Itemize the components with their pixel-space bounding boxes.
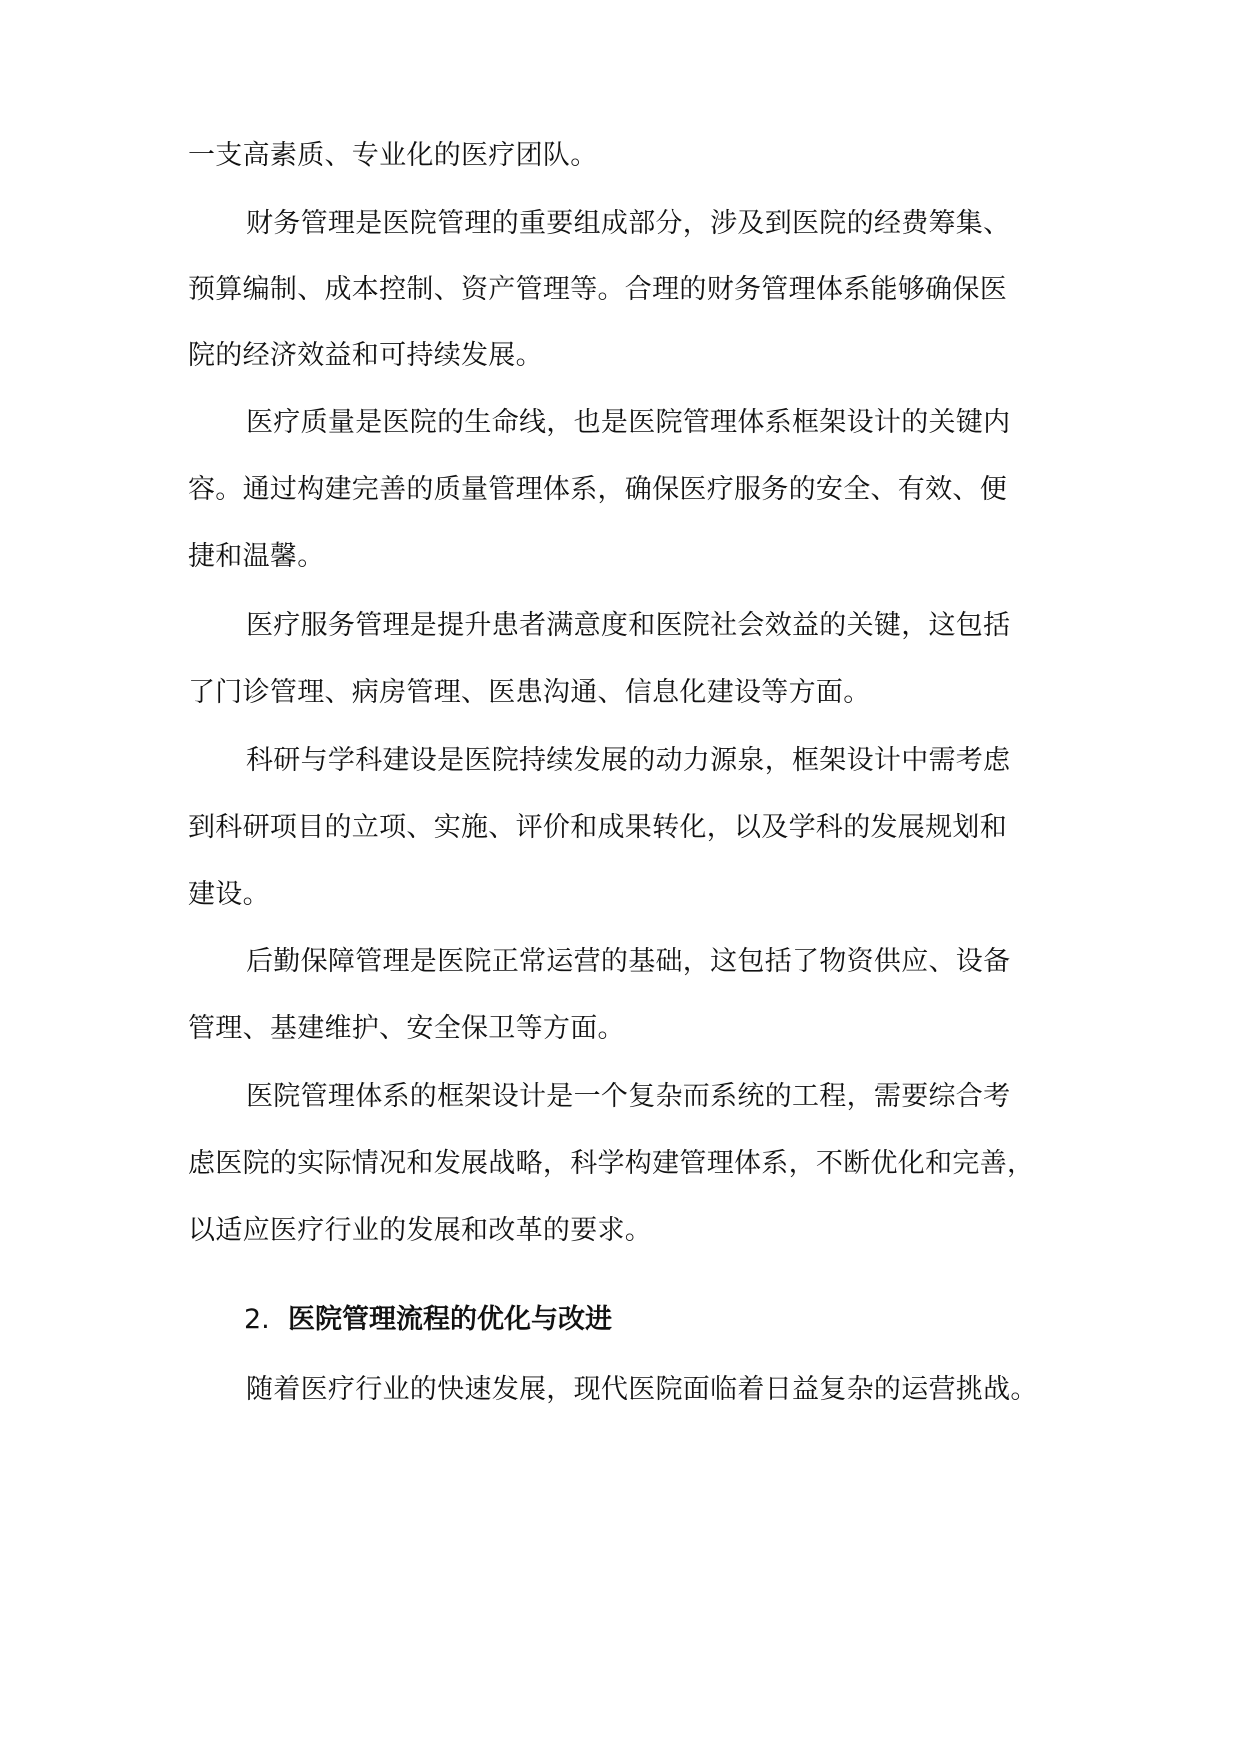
text-line: 了门诊管理、病房管理、医患沟通、信息化建设等方面。 <box>188 677 871 708</box>
paragraph-first-line: 后勤保障管理是医院正常运营的基础，这包括了物资供应、设备 <box>246 946 1011 977</box>
text-line: 管理、基建维护、安全保卫等方面。 <box>188 1013 625 1044</box>
text-line: 捷和温馨。 <box>188 541 325 572</box>
section-title: 医院管理流程的优化与改进 <box>288 1304 612 1335</box>
text-line: 容。通过构建完善的质量管理体系，确保医疗服务的安全、有效、便 <box>188 474 1007 505</box>
paragraph-first-line: 医疗质量是医院的生命线，也是医院管理体系框架设计的关键内 <box>246 407 1011 438</box>
paragraph-first-line: 科研与学科建设是医院持续发展的动力源泉，框架设计中需考虑 <box>246 745 1011 776</box>
paragraph-first-line: 医疗服务管理是提升患者满意度和医院社会效益的关键，这包括 <box>246 610 1011 641</box>
text-line: 院的经济效益和可持续发展。 <box>188 340 543 371</box>
text-line: 建设。 <box>188 879 270 910</box>
paragraph-first-line: 随着医疗行业的快速发展，现代医院面临着日益复杂的运营挑战。 <box>246 1374 1038 1405</box>
paragraph-first-line: 财务管理是医院管理的重要组成部分，涉及到医院的经费筹集、 <box>246 208 1011 239</box>
section-heading <box>244 1301 612 1339</box>
paragraph-first-line: 医院管理体系的框架设计是一个复杂而系统的工程，需要综合考 <box>246 1081 1011 1112</box>
text-line: 一支高素质、专业化的医疗团队。 <box>188 140 598 171</box>
text-line: 以适应医疗行业的发展和改革的要求。 <box>188 1215 653 1246</box>
text-line: 预算编制、成本控制、资产管理等。合理的财务管理体系能够确保医 <box>188 274 1007 305</box>
section-number: 2. <box>244 1304 270 1335</box>
text-line: 虑医院的实际情况和发展战略，科学构建管理体系，不断优化和完善， <box>188 1148 1035 1179</box>
text-line: 到科研项目的立项、实施、评价和成果转化，以及学科的发展规划和 <box>188 812 1007 843</box>
